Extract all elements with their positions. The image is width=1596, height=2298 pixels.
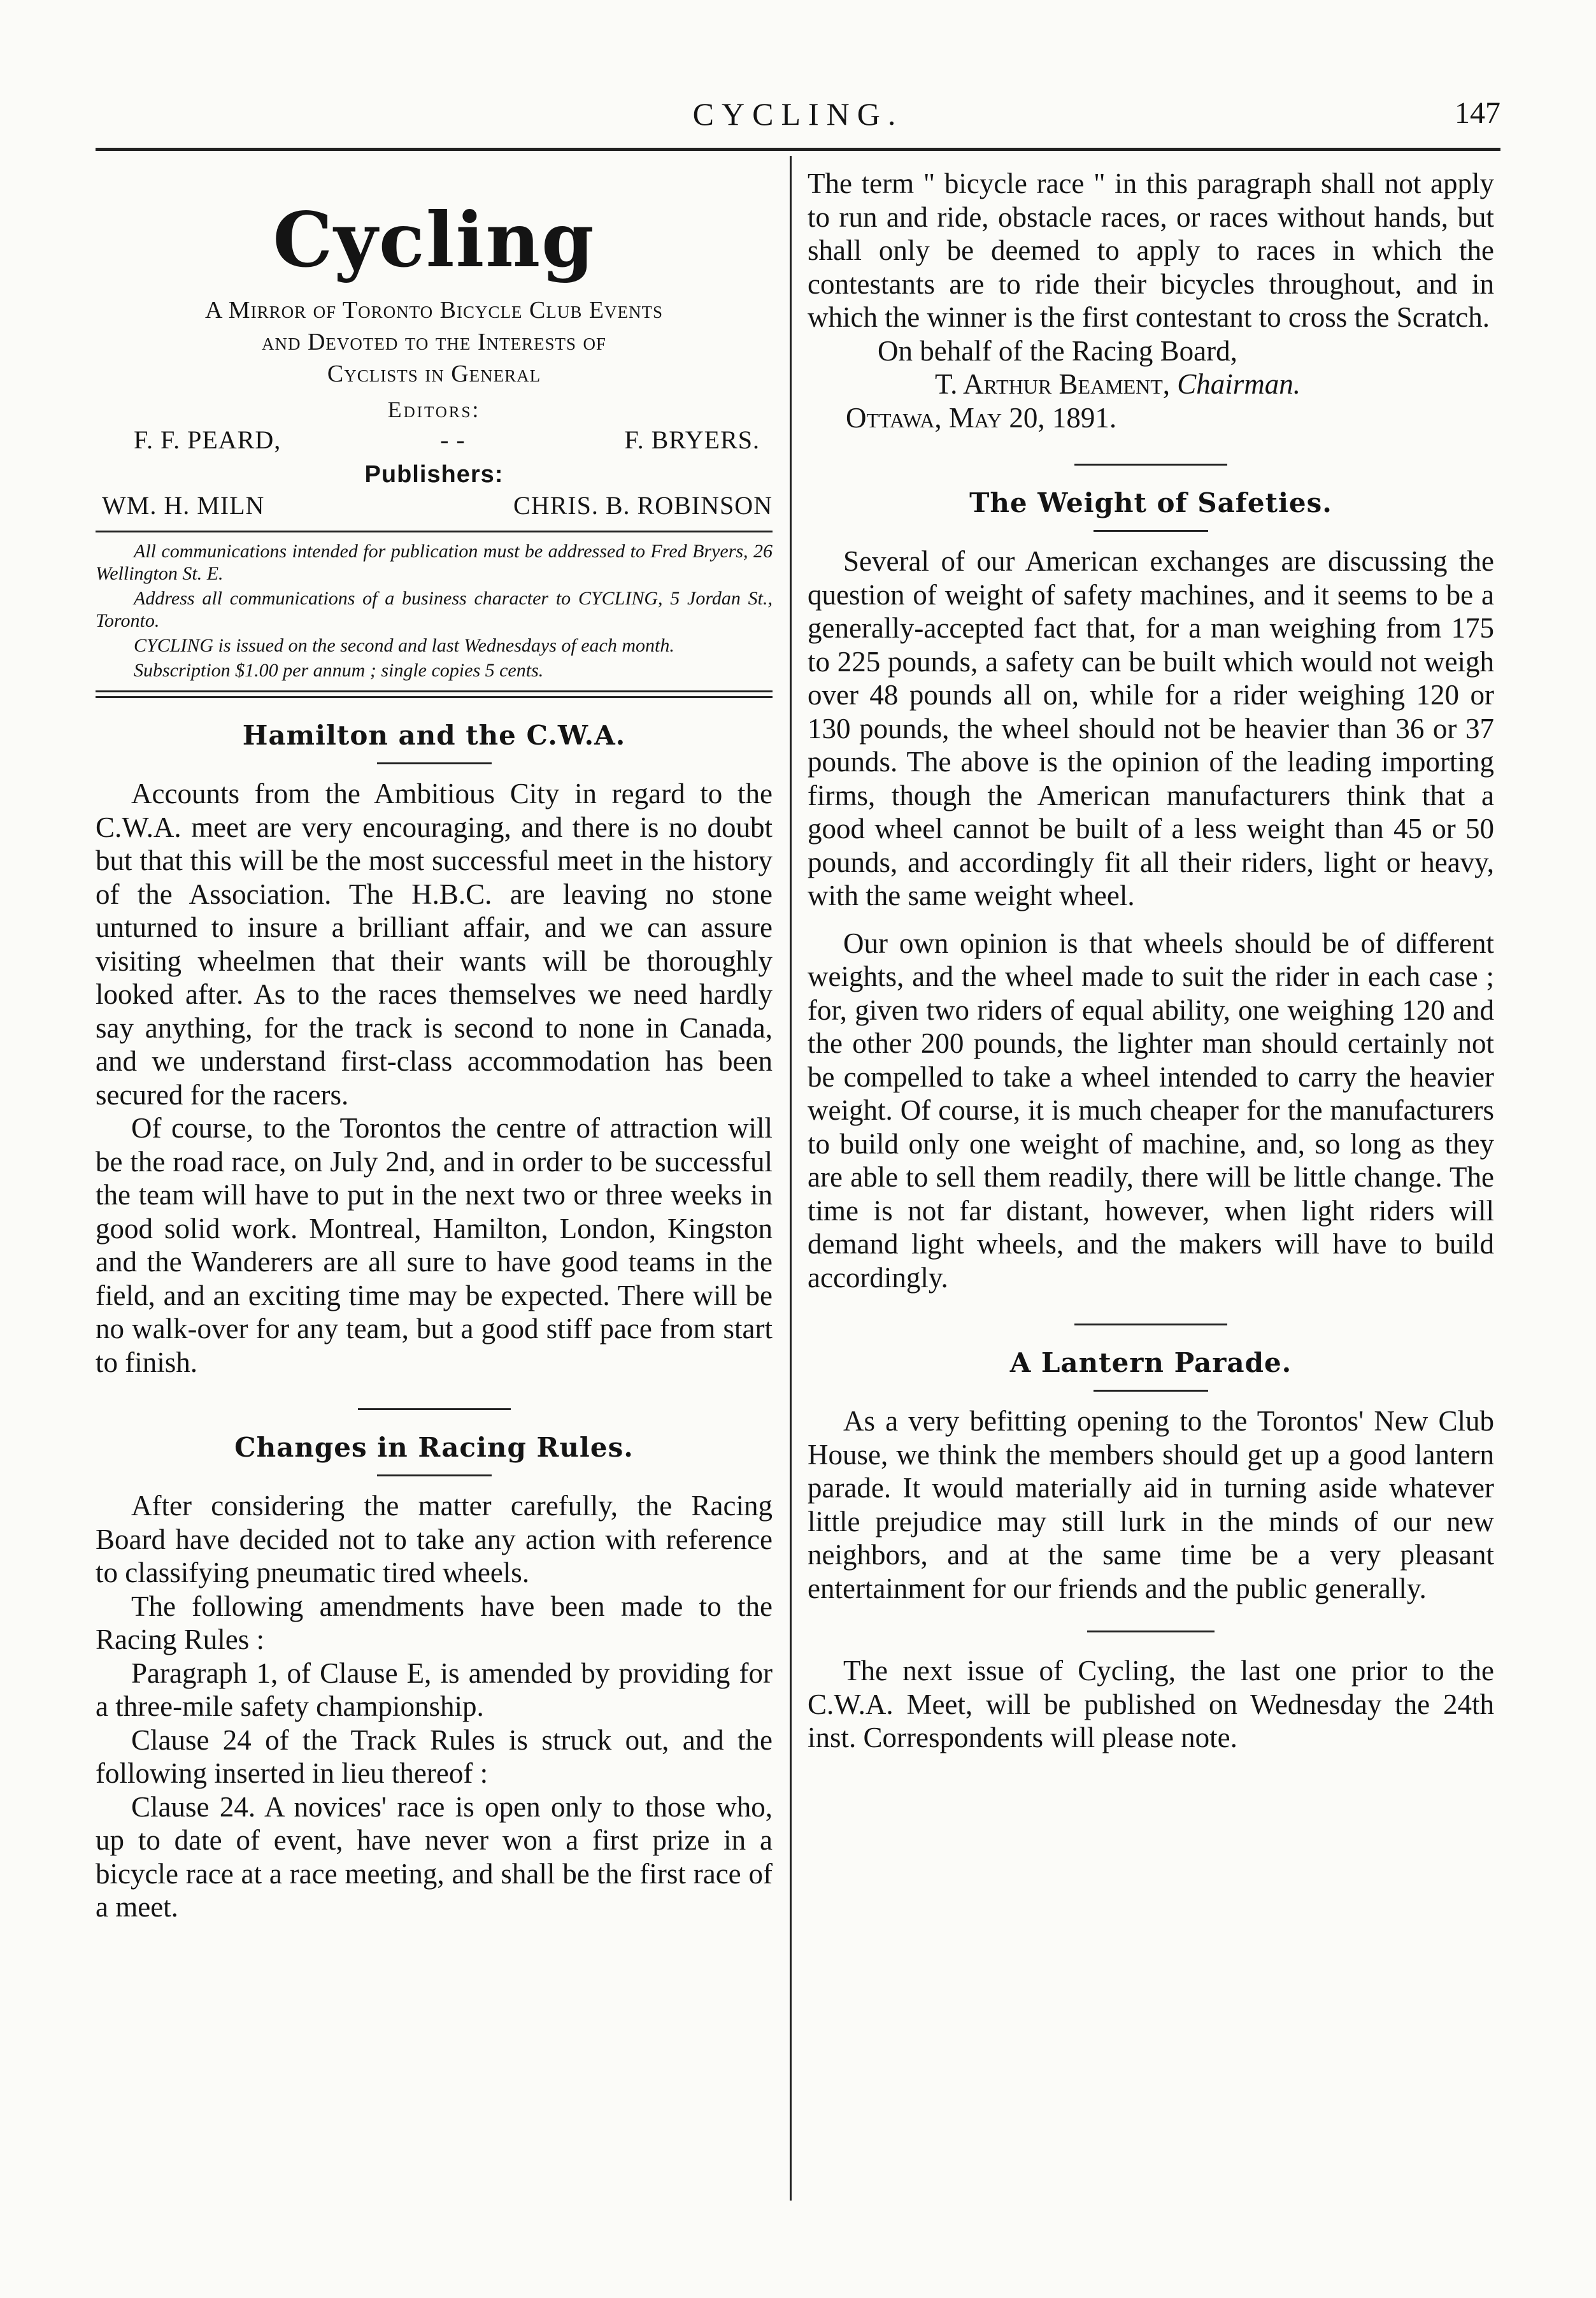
signoff-line: [808, 368, 1494, 401]
heading-weight-safeties: The Weight of Safeties.: [969, 487, 1332, 518]
heading-rule: [377, 1474, 492, 1476]
heading-lantern-parade: A Lantern Parade.: [1009, 1347, 1292, 1378]
editors-label: Editors:: [387, 397, 481, 422]
column-divider: [790, 156, 792, 2201]
publishers-row: [96, 489, 773, 523]
running-head-title: CYCLING.: [692, 96, 904, 132]
section-rule: [1087, 1631, 1215, 1632]
publisher-name: CHRIS. B. ROBINSON: [513, 491, 773, 520]
paragraph: Several of our American exchanges are discussing the question of weight of safety machines, and it seems to be a generally-accepted fact that, for a man weighing from 175 to 225 pounds, a safety can be built which would not weigh over 48 pounds all on, while for a rider weighing 120 or 130 pounds, the wheel should not be heavier than 36 or 37 pounds. The above is the opinion of the leading importing firms, though the American manufacturers think that a good wheel cannot be built of a less weight than 45 or 50 pounds, and accordingly fit all their riders, light or heavy, with the same weight wheel.: [808, 545, 1494, 911]
closing-note: The next issue of Cycling, the last one prior to the C.W.A. Meet, will be published on Wednesday the 24th inst. Correspondents will please note.: [808, 1655, 1494, 1753]
running-head: [96, 96, 1500, 140]
heading-hamilton: Hamilton and the C.W.A.: [242, 720, 626, 751]
publisher-name: WM. H. MILN: [102, 491, 265, 520]
signoff-title: Chairman.: [1177, 368, 1301, 400]
signoff-name: T. Arthur Beament,: [935, 368, 1171, 400]
masthead-subtitle-2: and Devoted to the Interests of: [261, 329, 607, 355]
editor-separator: - -: [440, 425, 466, 454]
notice-text: Subscription $1.00 per annum ; single copies 5 cents.: [134, 660, 544, 681]
masthead-title: Cycling: [273, 196, 595, 284]
section-rule: [358, 1408, 511, 1410]
page-number: 147: [1455, 96, 1500, 130]
paragraph: Clause 24. A novices' race is open only to those who, up to date of event, have never won a first prize in a bicycle race at a race meeting, and shall be the first race of a meet.: [96, 1790, 773, 1923]
paragraph: Paragraph 1, of Clause E, is amended by providing for a three-mile safety championship.: [96, 1657, 773, 1722]
publishers-label: Publishers:: [364, 461, 504, 488]
heading-rule: [377, 762, 492, 764]
paragraph-continued: The term " bicycle race " in this paragraph shall not apply to run and ride, obstacle races, or races without hands, but shall only be deemed to apply to races in which the contestants are to ride their bicycles throughout, and in which the winner is the first contestant to cross the Scratch.: [808, 168, 1494, 333]
paragraph: The following amendments have been made to the Racing Rules :: [96, 1590, 773, 1655]
header-rule: [96, 148, 1500, 151]
section-rule: [1074, 464, 1227, 466]
masthead-subtitle-1: A Mirror of Toronto Bicycle Club Events: [204, 297, 664, 324]
editor-name: F. F. PEARD,: [134, 425, 281, 454]
paragraph: Our own opinion is that wheels should be of different weights, and the wheel made to suit the rider in each case ; for, given two riders of equal ability, one weighing 120 and the other 200 pounds, the lighter man should certainly not be compelled to take a wheel intended to carry the heavier weight. Of course, it is much cheaper for the manufacturers to build only one weight of machine, and, so long as they are able to sell them readily, there will be little change. The time is not far distant, however, when light riders will demand light wheels, and the makers will have to build accordingly.: [808, 927, 1494, 1294]
editor-name: F. BRYERS.: [624, 425, 760, 454]
paragraph: As a very befitting opening to the Torontos' New Club House, we think the members should get up a good lantern parade. It would materially aid in turning aside whatever little prejudice may still lurk in the minds of our new neighbors, and at the same time be a very pleasant entertainment for our friends and the public generally.: [808, 1405, 1494, 1604]
heading-rule: [1094, 530, 1208, 532]
paragraph: Of course, to the Torontos the centre of attraction will be the road race, on July 2nd, and in order to be successful the team will have to put in the next two or three weeks in good solid work. Montreal, Hamilton, London, Kingston and the Wanderers are all sure to have good teams in the field, and an exciting time may be expected. There will be no walk-over for any team, but a good stiff pace from start to finish.: [96, 1112, 773, 1378]
editors-row: [96, 423, 773, 457]
left-column: [96, 167, 773, 1924]
heading-rule: [1094, 1390, 1208, 1392]
right-column: [808, 167, 1494, 1755]
paragraph: Clause 24 of the Track Rules is struck out, and the following inserted in lieu thereof :: [96, 1724, 773, 1789]
signoff-dateline: Ottawa, May 20, 1891.: [846, 401, 1117, 434]
notice-rule: [96, 690, 773, 698]
signoff-line: On behalf of the Racing Board,: [878, 334, 1237, 367]
section-rule: [1074, 1324, 1227, 1325]
heading-racing-rules: Changes in Racing Rules.: [234, 1432, 634, 1463]
notice-text: All communications intended for publication must be addressed to Fred Bryers, 26 Wellington St. E.: [96, 541, 773, 584]
notice-text: Address all communications of a business character to CYCLING, 5 Jordan St., Toronto.: [96, 588, 773, 631]
masthead-subtitle-3: Cyclists in General: [327, 360, 541, 387]
paragraph: Accounts from the Ambitious City in regard to the C.W.A. meet are very encouraging, and there is no doubt but that this will be the most successful meet in the history of the Association. The H.B.C. are leaving no stone unturned to insure a brilliant affair, and we can assure visiting wheelmen that their wants will be thoroughly looked after. As to the races themselves we need hardly say anything, for the track is second to none in Canada, and we understand first-class accommodation has been secured for the racers.: [96, 778, 773, 1111]
notice-text: CYCLING is issued on the second and last Wednesdays of each month.: [134, 635, 674, 656]
paragraph: After considering the matter carefully, the Racing Board have decided not to take any action with reference to classifying pneumatic tired wheels.: [96, 1490, 773, 1588]
masthead-rule: [96, 531, 773, 532]
